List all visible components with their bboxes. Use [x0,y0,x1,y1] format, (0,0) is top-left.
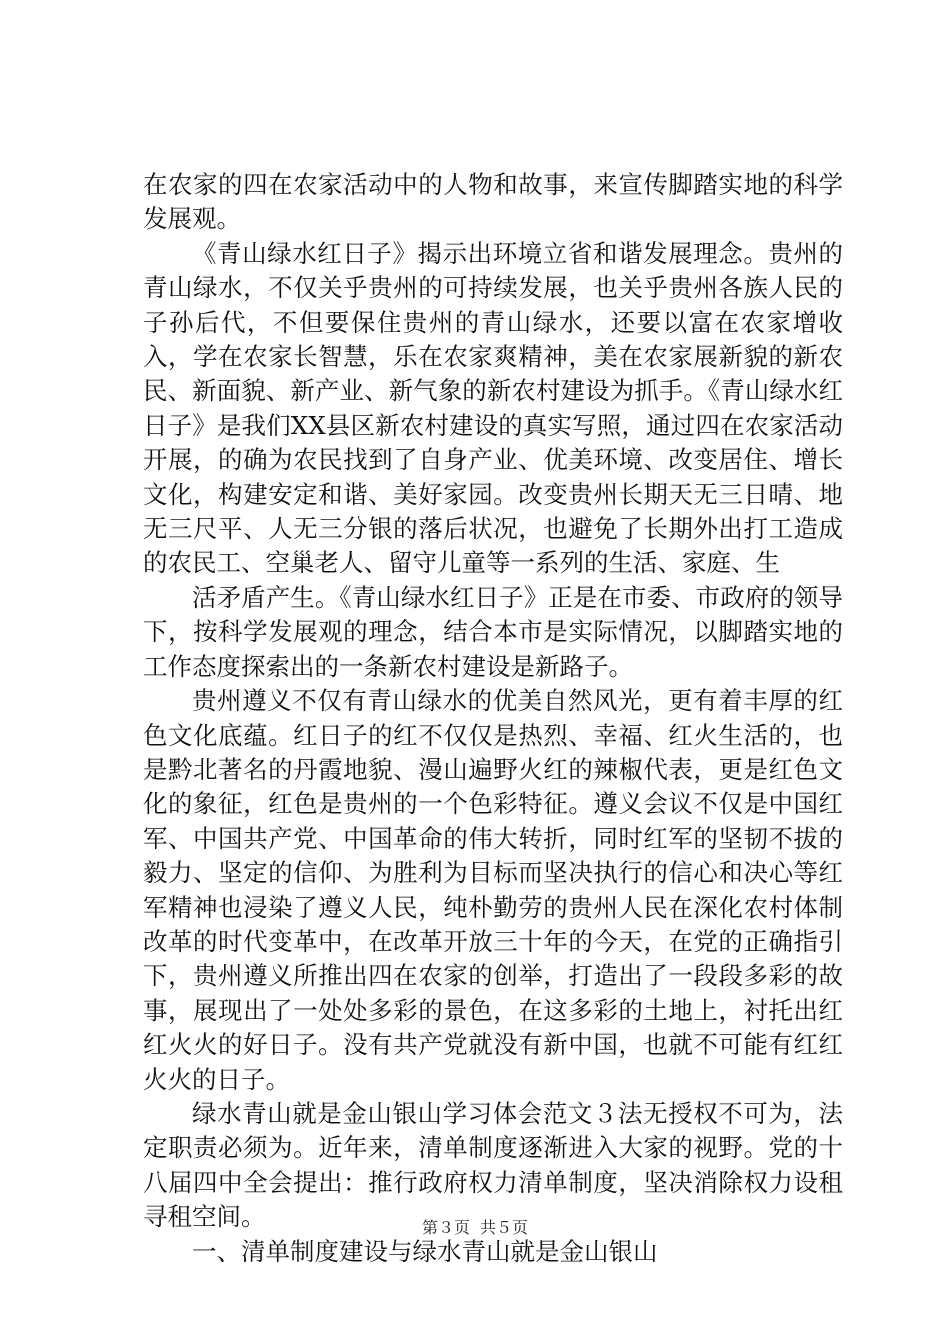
paragraph-2: 《青山绿水红日子》揭示出环境立省和谐发展理念。贵州的青山绿水，不仅关乎贵州的可持续发展，也关乎贵州各族人民的子孙后代，不但要保住贵州的青山绿水，还要以富在农家增收入，学在农家长智慧，乐在农家爽精神，美在农家展新貌的新农民、新面貌、新产业、新气象的新农村建设为抓手。《青山绿水红日子》是我们XX县区新农村建设的真实写照，通过四在农家活动开展，的确为农民找到了自身产业、优美环境、改变居住、增长文化，构建安定和谐、美好家园。改变贵州长期天无三日晴、地无三尺平、人无三分银的落后状况，也避免了长期外出打工造成的农民工、空巢老人、留守儿童等一系列的生活、家庭、生 [143,238,843,578]
paragraph-5: 绿水青山就是金山银山学习体会范文３法无授权不可为，法定职责必须为。近年来，清单制度逐渐进入大家的视野。党的十八届四中全会提出：推行政府权力清单制度，坚决消除权力设租寻租空间。 [143,1098,843,1232]
document-body [143,168,843,1269]
page-number: 第３页 [421,1218,470,1237]
page-total: 共５页 [480,1218,529,1237]
page-footer [0,1215,950,1238]
paragraph-3: 活矛盾产生。《青山绿水红日子》正是在市委、市政府的领导下，按科学发展观的理念，结合本市是实际情况，以脚踏实地的工作态度探索出的一条新农村建设是新路子。 [143,582,843,681]
section-heading: 一、清单制度建设与绿水青山就是金山银山 [192,1236,658,1266]
paragraph-1: 在农家的四在农家活动中的人物和故事，来宣传脚踏实地的科学发展观。 [143,170,843,234]
paragraph-4: 贵州遵义不仅有青山绿水的优美自然风光，更有着丰厚的红色文化底蕴。红日子的红不仅仅是热烈、幸福、红火生活的，也是黔北著名的丹霞地貌、漫山遍野火红的辣椒代表，更是红色文化的象征，红色是贵州的一个色彩特征。遵义会议不仅是中国红军、中国共产党、中国革命的伟大转折，同时红军的坚韧不拔的毅力、坚定的信仰、为胜利为目标而坚决执行的信心和决心等红军精神也浸染了遵义人民，纯朴勤劳的贵州人民在深化农村体制改革的时代变革中，在改革开放三十年的今天，在党的正确指引下，贵州遵义所推出四在农家的创举，打造出了一段段多彩的故事，展现出了一处处多彩的景色，在这多彩的土地上，衬托出红红火火的好日子。没有共产党就没有新中国，也就不可能有红红火火的日子。 [143,686,843,1094]
